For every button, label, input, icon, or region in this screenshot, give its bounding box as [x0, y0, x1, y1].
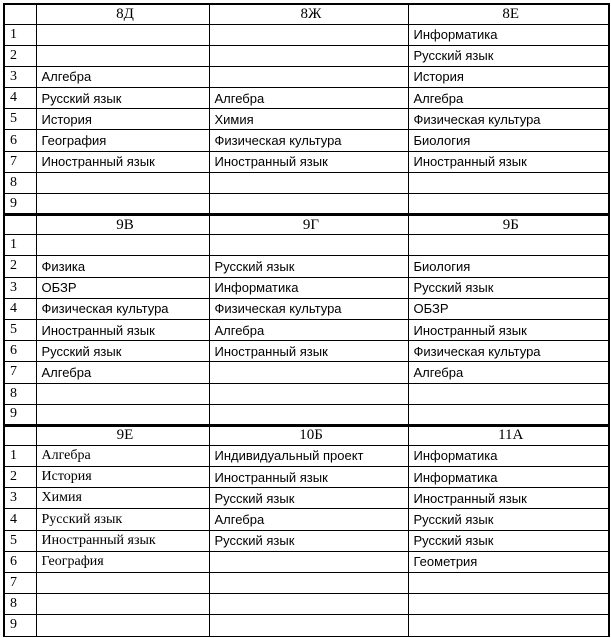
subject-cell: Физическая культура — [408, 109, 609, 130]
lesson-row — [4, 509, 609, 530]
subject-cell: ОБЗР — [36, 277, 209, 298]
subject-cell: Русский язык — [209, 488, 408, 509]
subject-cell — [36, 615, 209, 636]
subject-cell: Алгебра — [36, 362, 209, 383]
subject-cell — [209, 615, 408, 636]
subject-cell: Информатика — [209, 277, 408, 298]
subject-cell — [209, 573, 408, 594]
lesson-row — [4, 551, 609, 572]
class-header: 8Д — [36, 4, 209, 24]
subject-cell: Индивидуальный проект — [209, 445, 408, 466]
lesson-number: 1 — [4, 24, 36, 45]
subject-cell — [408, 194, 609, 215]
subject-cell — [209, 194, 408, 215]
lesson-number: 8 — [4, 383, 36, 404]
lesson-row — [4, 256, 609, 277]
lesson-row — [4, 24, 609, 45]
lesson-row — [4, 45, 609, 66]
subject-cell — [408, 172, 609, 193]
lesson-number: 5 — [4, 319, 36, 340]
subject-cell: Алгебра — [209, 509, 408, 530]
subject-cell — [36, 24, 209, 45]
lesson-row — [4, 615, 609, 636]
lesson-row — [4, 341, 609, 362]
schedule-page — [3, 3, 608, 637]
lesson-row — [4, 194, 609, 215]
class-header: 9В — [36, 215, 209, 235]
subject-cell: Геометрия — [408, 551, 609, 572]
lesson-number: 3 — [4, 488, 36, 509]
lesson-number: 7 — [4, 362, 36, 383]
lesson-row — [4, 383, 609, 404]
lesson-row — [4, 172, 609, 193]
lesson-number: 7 — [4, 573, 36, 594]
lesson-number: 8 — [4, 172, 36, 193]
class-header-row — [4, 215, 609, 235]
class-header: 9Е — [36, 425, 209, 445]
subject-cell: Алгебра — [408, 362, 609, 383]
class-header: 8Е — [408, 4, 609, 24]
subject-cell: Иностранный язык — [209, 341, 408, 362]
class-header-row — [4, 4, 609, 24]
subject-cell — [408, 615, 609, 636]
subject-cell — [36, 404, 209, 425]
subject-cell — [209, 24, 408, 45]
subject-cell: География — [36, 130, 209, 151]
lesson-row — [4, 573, 609, 594]
subject-cell — [209, 172, 408, 193]
lesson-row — [4, 467, 609, 488]
lesson-number: 9 — [4, 404, 36, 425]
lesson-number: 9 — [4, 615, 36, 636]
subject-cell — [36, 172, 209, 193]
subject-cell: Алгебра — [209, 319, 408, 340]
subject-cell: Алгебра — [36, 445, 209, 466]
class-header: 11А — [408, 425, 609, 445]
lesson-row — [4, 594, 609, 615]
subject-cell: Химия — [36, 488, 209, 509]
class-header: 8Ж — [209, 4, 408, 24]
subject-cell: Русский язык — [408, 45, 609, 66]
subject-cell: Русский язык — [36, 88, 209, 109]
subject-cell: Иностранный язык — [209, 151, 408, 172]
lesson-number: 5 — [4, 109, 36, 130]
header-corner-cell — [4, 215, 36, 235]
class-header: 9Г — [209, 215, 408, 235]
subject-cell — [36, 573, 209, 594]
subject-cell: Русский язык — [36, 341, 209, 362]
lesson-row — [4, 319, 609, 340]
subject-cell: Алгебра — [408, 88, 609, 109]
subject-cell — [408, 573, 609, 594]
header-corner-cell — [4, 425, 36, 445]
subject-cell — [36, 235, 209, 256]
lesson-number: 4 — [4, 298, 36, 319]
lesson-row — [4, 298, 609, 319]
subject-cell: Химия — [209, 109, 408, 130]
subject-cell: Физическая культура — [36, 298, 209, 319]
lesson-number: 4 — [4, 509, 36, 530]
subject-cell: История — [36, 467, 209, 488]
lesson-number: 7 — [4, 151, 36, 172]
class-header-row — [4, 425, 609, 445]
subject-cell: Иностранный язык — [36, 319, 209, 340]
lesson-number: 3 — [4, 66, 36, 87]
subject-cell: Русский язык — [209, 530, 408, 551]
subject-cell — [209, 594, 408, 615]
lesson-number: 9 — [4, 194, 36, 215]
subject-cell: История — [36, 109, 209, 130]
subject-cell: Физика — [36, 256, 209, 277]
subject-cell: Иностранный язык — [408, 151, 609, 172]
subject-cell — [209, 235, 408, 256]
lesson-row — [4, 109, 609, 130]
lesson-row — [4, 66, 609, 87]
subject-cell — [408, 594, 609, 615]
lesson-number: 1 — [4, 445, 36, 466]
subject-cell: Биология — [408, 256, 609, 277]
lesson-row — [4, 445, 609, 466]
subject-cell — [36, 194, 209, 215]
subject-cell: ОБЗР — [408, 298, 609, 319]
subject-cell — [209, 551, 408, 572]
lesson-row — [4, 151, 609, 172]
subject-cell: Информатика — [408, 445, 609, 466]
lesson-row — [4, 362, 609, 383]
subject-cell: Иностранный язык — [209, 467, 408, 488]
subject-cell: Русский язык — [209, 256, 408, 277]
lesson-number: 4 — [4, 88, 36, 109]
schedule-table — [3, 3, 610, 637]
lesson-number: 5 — [4, 530, 36, 551]
lesson-row — [4, 488, 609, 509]
lesson-row — [4, 235, 609, 256]
lesson-number: 1 — [4, 235, 36, 256]
subject-cell: Иностранный язык — [408, 488, 609, 509]
lesson-row — [4, 404, 609, 425]
subject-cell: Русский язык — [36, 509, 209, 530]
subject-cell — [36, 594, 209, 615]
lesson-number: 2 — [4, 467, 36, 488]
subject-cell: География — [36, 551, 209, 572]
subject-cell — [408, 383, 609, 404]
subject-cell: Русский язык — [408, 277, 609, 298]
subject-cell — [36, 45, 209, 66]
subject-cell — [408, 404, 609, 425]
lesson-number: 6 — [4, 341, 36, 362]
lesson-number: 8 — [4, 594, 36, 615]
subject-cell: Физическая культура — [408, 341, 609, 362]
subject-cell: Русский язык — [408, 509, 609, 530]
subject-cell: Физическая культура — [209, 130, 408, 151]
lesson-number: 6 — [4, 130, 36, 151]
subject-cell — [209, 362, 408, 383]
subject-cell: Иностранный язык — [408, 319, 609, 340]
subject-cell: Информатика — [408, 24, 609, 45]
subject-cell: Русский язык — [408, 530, 609, 551]
lesson-row — [4, 88, 609, 109]
subject-cell — [209, 66, 408, 87]
subject-cell — [209, 404, 408, 425]
subject-cell: Иностранный язык — [36, 151, 209, 172]
lesson-row — [4, 130, 609, 151]
subject-cell — [209, 383, 408, 404]
class-header: 10Б — [209, 425, 408, 445]
subject-cell: Алгебра — [36, 66, 209, 87]
subject-cell — [36, 383, 209, 404]
lesson-number: 2 — [4, 45, 36, 66]
header-corner-cell — [4, 4, 36, 24]
subject-cell: Иностранный язык — [36, 530, 209, 551]
lesson-row — [4, 530, 609, 551]
subject-cell: История — [408, 66, 609, 87]
subject-cell: Информатика — [408, 467, 609, 488]
lesson-number: 6 — [4, 551, 36, 572]
subject-cell — [408, 235, 609, 256]
subject-cell: Физическая культура — [209, 298, 408, 319]
lesson-number: 2 — [4, 256, 36, 277]
subject-cell: Биология — [408, 130, 609, 151]
subject-cell: Алгебра — [209, 88, 408, 109]
lesson-row — [4, 277, 609, 298]
class-header: 9Б — [408, 215, 609, 235]
subject-cell — [209, 45, 408, 66]
lesson-number: 3 — [4, 277, 36, 298]
